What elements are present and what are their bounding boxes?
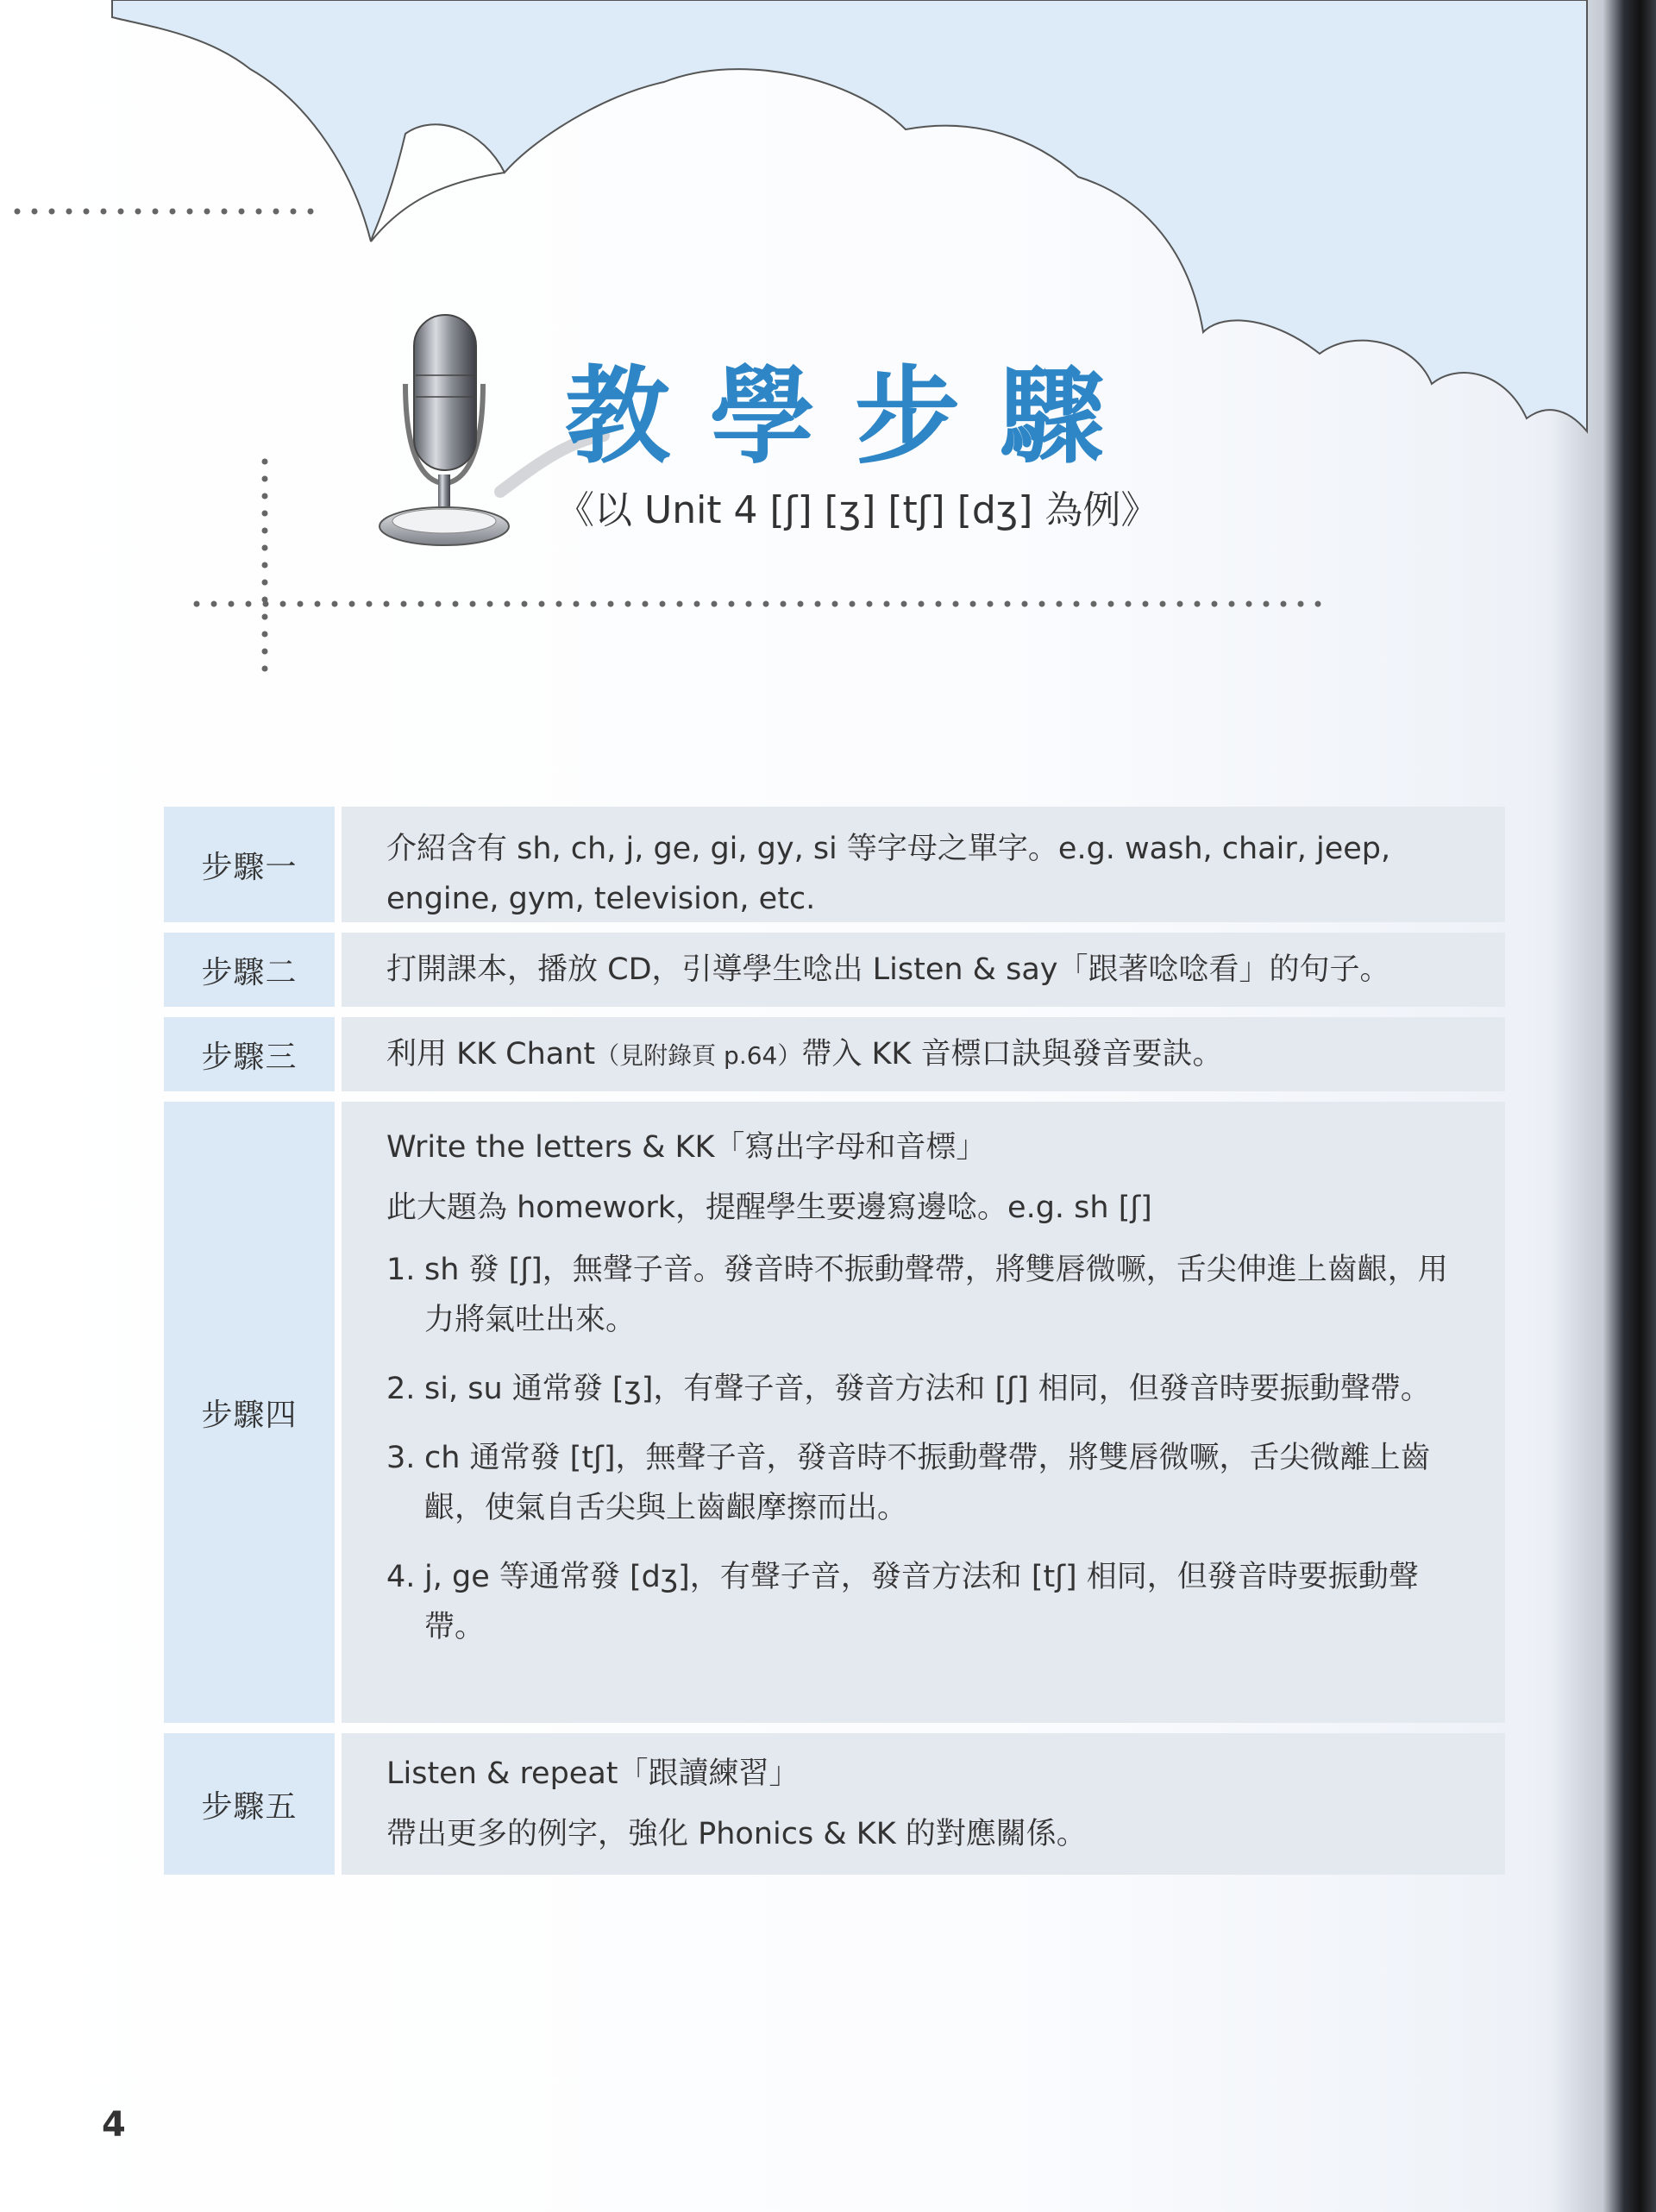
step-label: 步驟三: [164, 1017, 335, 1091]
item-text: si, su 通常發 [ʒ]，有聲子音，發音方法和 [ʃ] 相同，但發音時要振動聲帶。: [424, 1372, 1431, 1406]
page-subtitle: 《以 Unit 4 [ʃ] [ʒ] [tʃ] [dʒ] 為例》: [556, 488, 1159, 532]
step-body: [342, 933, 1505, 1007]
list-item: [386, 1245, 1474, 1345]
step-text: 此大題為 homework，提醒學生要邊寫邊唸。e.g. sh [ʃ]: [386, 1191, 1152, 1225]
step-text: [386, 1029, 1474, 1081]
item-number: 2.: [386, 1372, 416, 1406]
step-body: [342, 1733, 1505, 1875]
step-text: 介紹含有 sh, ch, j, ge, gi, gy, si 等字母之單字。e.g. wash, chair, jeep, engine, gym, television, etc.: [386, 832, 1391, 916]
step-label: 步驟四: [164, 1102, 335, 1723]
item-text: sh 發 [ʃ]，無聲子音。發音時不振動聲帶，將雙唇微噘，舌尖伸進上齒齦，用力將氣吐出來。: [424, 1253, 1448, 1337]
step-body: [342, 1017, 1505, 1091]
page-number: 4: [102, 2105, 126, 2145]
step-label: 步驟五: [164, 1733, 335, 1875]
item-number: 4.: [386, 1560, 416, 1594]
step-row-3: [164, 1017, 1505, 1091]
page-title: 教學步驟: [565, 355, 1145, 478]
item-number: 3.: [386, 1441, 416, 1475]
list-item: [386, 1433, 1474, 1533]
appendix-reference: （見附錄頁 p.64）: [595, 1041, 802, 1070]
step-text-part: 利用 KK Chant: [386, 1037, 596, 1071]
step-row-2: [164, 933, 1505, 1007]
step-label: 步驟二: [164, 933, 335, 1007]
dotted-line-vertical: [262, 459, 268, 672]
steps-table: [164, 807, 1505, 1885]
dotted-line-horizontal: [194, 601, 1321, 607]
step-text: 打開課本，播放 CD，引導學生唸出 Listen & say「跟著唸唸看」的句子。: [386, 952, 1390, 987]
step-text: Write the letters & KK「寫出字母和音標」: [386, 1130, 987, 1165]
step-body: [342, 1102, 1505, 1723]
step-label: 步驟一: [164, 807, 335, 922]
item-text: j, ge 等通常發 [dʒ]，有聲子音，發音方法和 [tʃ] 相同，但發音時要振動聲帶。: [424, 1560, 1419, 1644]
step-row-1: [164, 807, 1505, 922]
item-number: 1.: [386, 1253, 416, 1287]
step-row-5: [164, 1733, 1505, 1875]
list-item: [386, 1552, 1474, 1652]
step-text: 帶出更多的例字，強化 Phonics & KK 的對應關係。: [386, 1817, 1087, 1851]
step-text: Listen & repeat「跟讀練習」: [386, 1756, 800, 1791]
item-text: ch 通常發 [tʃ]，無聲子音，發音時不振動聲帶，將雙唇微噘，舌尖微離上齒齦，使氣自舌尖與上齒齦摩擦而出。: [424, 1441, 1431, 1525]
step-row-4: [164, 1102, 1505, 1723]
list-item: [386, 1364, 1474, 1414]
step-body: [342, 807, 1505, 922]
step-text-part: 帶入 KK 音標口訣與發音要訣。: [801, 1037, 1223, 1071]
dotted-line-top: [15, 209, 314, 215]
